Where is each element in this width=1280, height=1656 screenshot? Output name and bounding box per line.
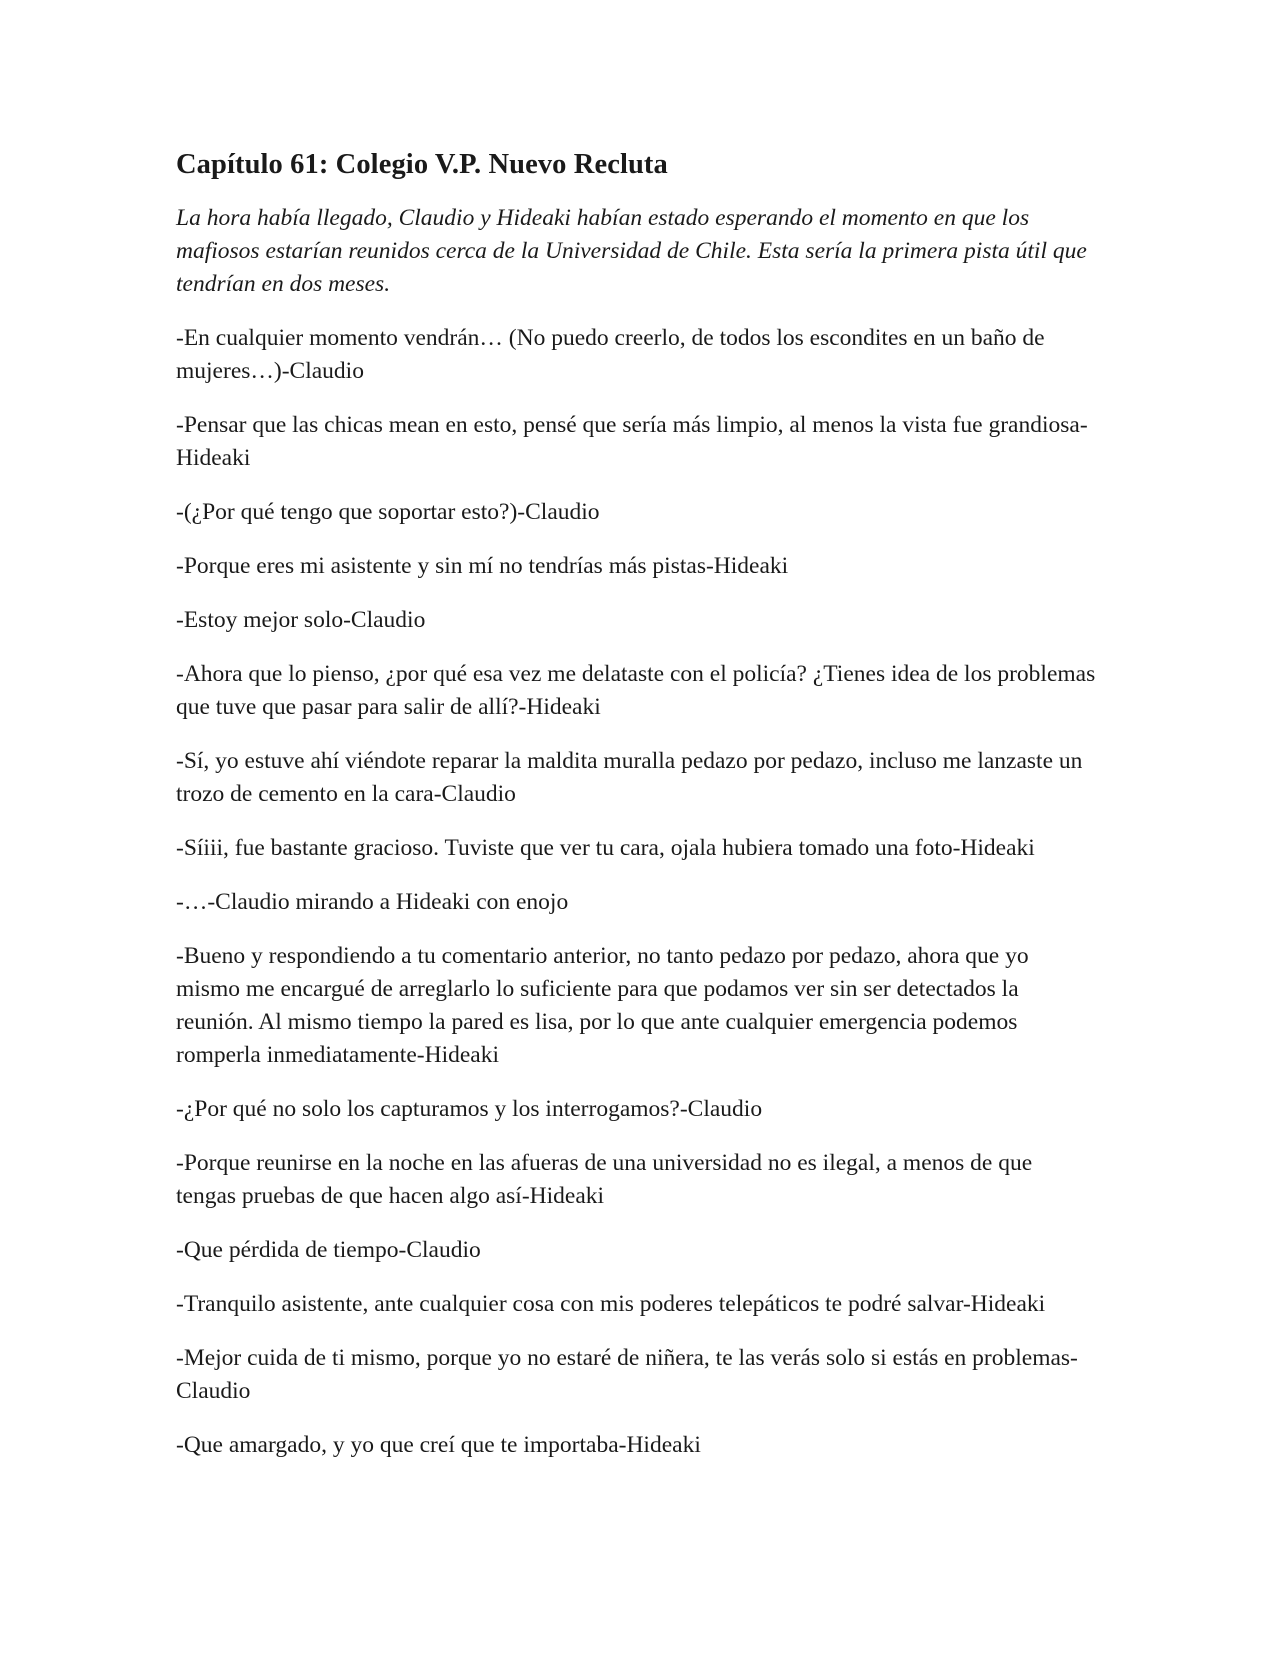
dialogue-line: -Porque reunirse en la noche en las afueras de una universidad no es ilegal, a menos de que tengas pruebas de que hacen algo así-Hideaki (176, 1150, 1033, 1209)
dialogue-line: -…-Claudio mirando a Hideaki con enojo (176, 889, 569, 915)
dialogue-line: -En cualquier momento vendrán… (No puedo creerlo, de todos los escondites en un baño de mujeres…)-Claudio (176, 325, 1045, 384)
dialogue-line: -Porque eres mi asistente y sin mí no tendrías más pistas-Hideaki (176, 553, 789, 579)
dialogue-line: -Tranquilo asistente, ante cualquier cosa con mis poderes telepáticos te podré salvar-Hideaki (176, 1291, 1046, 1317)
dialogue-line: -Bueno y respondiendo a tu comentario anterior, no tanto pedazo por pedazo, ahora que yo mismo me encargué de arreglarlo lo suficiente para que podamos ver sin ser detectados la reunión. Al mismo tiempo la pared es lisa, por lo que ante cualquier emergencia podemos romperla inmediatamente-Hideaki (176, 943, 1029, 1068)
dialogue-line: -Ahora que lo pienso, ¿por qué esa vez me delataste con el policía? ¿Tienes idea de los problemas que tuve que pasar para salir de allí?-Hideaki (176, 661, 1096, 720)
chapter-title: Capítulo 61: Colegio V.P. Nuevo Recluta (176, 149, 668, 180)
dialogue-line: -Mejor cuida de ti mismo, porque yo no estaré de niñera, te las verás solo si estás en problemas-Claudio (176, 1345, 1078, 1404)
dialogue-line: -(¿Por qué tengo que soportar esto?)-Claudio (176, 499, 600, 525)
dialogue-line: -Que amargado, y yo que creí que te importaba-Hideaki (176, 1432, 701, 1458)
dialogue-line: -Síiii, fue bastante gracioso. Tuviste que ver tu cara, ojala hubiera tomado una foto-Hideaki (176, 835, 1035, 861)
dialogue-line: -¿Por qué no solo los capturamos y los interrogamos?-Claudio (176, 1096, 763, 1122)
dialogue-line: -Pensar que las chicas mean en esto, pensé que sería más limpio, al menos la vista fue grandiosa-Hideaki (176, 412, 1088, 471)
dialogue-line: -Estoy mejor solo-Claudio (176, 607, 426, 633)
dialogue-line: -Sí, yo estuve ahí viéndote reparar la maldita muralla pedazo por pedazo, incluso me lanzaste un trozo de cemento en la cara-Claudio (176, 748, 1083, 807)
document-page (176, 148, 1096, 1483)
intro-paragraph: La hora había llegado, Claudio y Hideaki habían estado esperando el momento en que los mafiosos estarían reunidos cerca de la Universidad de Chile. Esta sería la primera pista útil que tendrían en dos meses. (176, 205, 1087, 297)
dialogue-line: -Que pérdida de tiempo-Claudio (176, 1237, 481, 1263)
